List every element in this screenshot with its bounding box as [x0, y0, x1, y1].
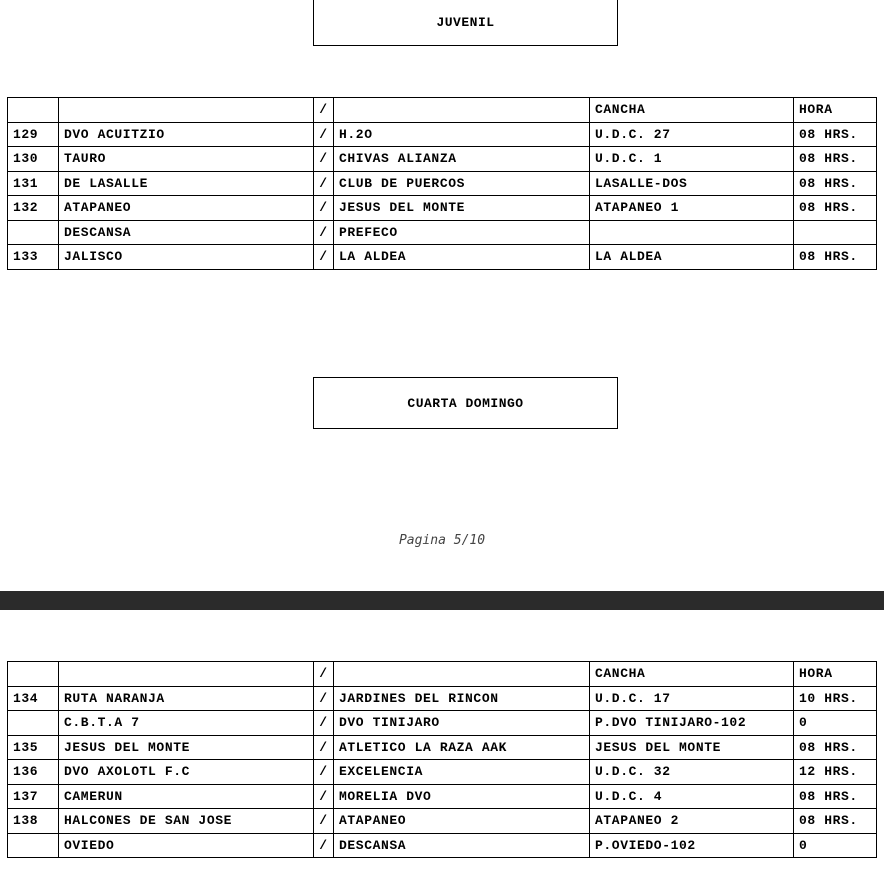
- field-cell: LASALLE-DOS: [590, 171, 794, 196]
- page-number: Pagina 5/10: [398, 533, 486, 548]
- match-number-cell: 137: [8, 784, 59, 809]
- table-row: [8, 245, 877, 270]
- field-cell: CANCHA: [590, 662, 794, 687]
- vs-separator-cell: /: [314, 662, 334, 687]
- field-cell: U.D.C. 4: [590, 784, 794, 809]
- vs-separator-cell: /: [314, 220, 334, 245]
- field-cell: U.D.C. 1: [590, 147, 794, 172]
- match-number-cell: 131: [8, 171, 59, 196]
- vs-separator-cell: /: [314, 833, 334, 858]
- field-cell: P.DVO TINIJARO-102: [590, 711, 794, 736]
- match-number-cell: 138: [8, 809, 59, 834]
- match-number-cell: 135: [8, 735, 59, 760]
- page-separator: [0, 591, 884, 610]
- fixture-table-juvenil: [7, 97, 877, 270]
- home-team-cell: TAURO: [59, 147, 314, 172]
- time-cell: [794, 220, 877, 245]
- time-cell: 08 HRS.: [794, 196, 877, 221]
- field-cell: ATAPANEO 1: [590, 196, 794, 221]
- field-cell: P.OVIEDO-102: [590, 833, 794, 858]
- time-cell: 08 HRS.: [794, 735, 877, 760]
- vs-separator-cell: /: [314, 735, 334, 760]
- vs-separator-cell: /: [314, 809, 334, 834]
- home-team-cell: CAMERUN: [59, 784, 314, 809]
- time-cell: 12 HRS.: [794, 760, 877, 785]
- vs-separator-cell: /: [314, 711, 334, 736]
- vs-separator-cell: /: [314, 784, 334, 809]
- away-team-cell: DVO TINIJARO: [334, 711, 590, 736]
- vs-separator-cell: /: [314, 122, 334, 147]
- away-team-cell: PREFECO: [334, 220, 590, 245]
- away-team-cell: EXCELENCIA: [334, 760, 590, 785]
- match-number-cell: 129: [8, 122, 59, 147]
- match-number-cell: [8, 833, 59, 858]
- section-title-text: CUARTA DOMINGO: [407, 395, 524, 411]
- section-title-cuarta-domingo: [313, 377, 618, 429]
- match-number-cell: 136: [8, 760, 59, 785]
- time-cell: HORA: [794, 98, 877, 123]
- table-header-row: [8, 98, 877, 123]
- field-cell: U.D.C. 32: [590, 760, 794, 785]
- match-number-cell: [8, 662, 59, 687]
- fixture-table-body: [8, 98, 877, 270]
- vs-separator-cell: /: [314, 196, 334, 221]
- away-team-cell: LA ALDEA: [334, 245, 590, 270]
- home-team-cell: RUTA NARANJA: [59, 686, 314, 711]
- time-cell: 08 HRS.: [794, 784, 877, 809]
- match-number-cell: [8, 711, 59, 736]
- field-cell: U.D.C. 17: [590, 686, 794, 711]
- away-team-cell: CLUB DE PUERCOS: [334, 171, 590, 196]
- home-team-cell: DE LASALLE: [59, 171, 314, 196]
- away-team-cell: JARDINES DEL RINCON: [334, 686, 590, 711]
- time-cell: 0: [794, 711, 877, 736]
- home-team-cell: [59, 98, 314, 123]
- home-team-cell: ATAPANEO: [59, 196, 314, 221]
- section-title-juvenil: [313, 0, 618, 46]
- away-team-cell: ATAPANEO: [334, 809, 590, 834]
- match-number-cell: [8, 220, 59, 245]
- time-cell: 08 HRS.: [794, 245, 877, 270]
- away-team-cell: H.2O: [334, 122, 590, 147]
- home-team-cell: C.B.T.A 7: [59, 711, 314, 736]
- vs-separator-cell: /: [314, 147, 334, 172]
- table-row: [8, 735, 877, 760]
- time-cell: HORA: [794, 662, 877, 687]
- time-cell: 08 HRS.: [794, 147, 877, 172]
- home-team-cell: JESUS DEL MONTE: [59, 735, 314, 760]
- field-cell: [590, 220, 794, 245]
- away-team-cell: CHIVAS ALIANZA: [334, 147, 590, 172]
- home-team-cell: [59, 662, 314, 687]
- match-number-cell: 133: [8, 245, 59, 270]
- fixture-table-cuarta-domingo: [7, 661, 877, 858]
- table-row: [8, 686, 877, 711]
- field-cell: U.D.C. 27: [590, 122, 794, 147]
- away-team-cell: [334, 662, 590, 687]
- field-cell: CANCHA: [590, 98, 794, 123]
- table-row: [8, 711, 877, 736]
- table-row: [8, 760, 877, 785]
- home-team-cell: HALCONES DE SAN JOSE: [59, 809, 314, 834]
- table-row: [8, 833, 877, 858]
- time-cell: 08 HRS.: [794, 171, 877, 196]
- field-cell: JESUS DEL MONTE: [590, 735, 794, 760]
- table-row: [8, 784, 877, 809]
- table-row: [8, 147, 877, 172]
- home-team-cell: OVIEDO: [59, 833, 314, 858]
- vs-separator-cell: /: [314, 171, 334, 196]
- table-row: [8, 171, 877, 196]
- time-cell: 10 HRS.: [794, 686, 877, 711]
- away-team-cell: [334, 98, 590, 123]
- time-cell: 0: [794, 833, 877, 858]
- away-team-cell: ATLETICO LA RAZA AAK: [334, 735, 590, 760]
- match-number-cell: 130: [8, 147, 59, 172]
- match-number-cell: [8, 98, 59, 123]
- home-team-cell: DESCANSA: [59, 220, 314, 245]
- home-team-cell: DVO ACUITZIO: [59, 122, 314, 147]
- home-team-cell: JALISCO: [59, 245, 314, 270]
- field-cell: LA ALDEA: [590, 245, 794, 270]
- table-row: [8, 809, 877, 834]
- table-row: [8, 196, 877, 221]
- away-team-cell: MORELIA DVO: [334, 784, 590, 809]
- vs-separator-cell: /: [314, 245, 334, 270]
- field-cell: ATAPANEO 2: [590, 809, 794, 834]
- away-team-cell: JESUS DEL MONTE: [334, 196, 590, 221]
- match-number-cell: 134: [8, 686, 59, 711]
- vs-separator-cell: /: [314, 98, 334, 123]
- section-title-text: JUVENIL: [436, 14, 495, 30]
- table-row: [8, 122, 877, 147]
- match-number-cell: 132: [8, 196, 59, 221]
- vs-separator-cell: /: [314, 686, 334, 711]
- table-header-row: [8, 662, 877, 687]
- away-team-cell: DESCANSA: [334, 833, 590, 858]
- time-cell: 08 HRS.: [794, 122, 877, 147]
- fixture-table-body: [8, 662, 877, 858]
- vs-separator-cell: /: [314, 760, 334, 785]
- table-row: [8, 220, 877, 245]
- time-cell: 08 HRS.: [794, 809, 877, 834]
- home-team-cell: DVO AXOLOTL F.C: [59, 760, 314, 785]
